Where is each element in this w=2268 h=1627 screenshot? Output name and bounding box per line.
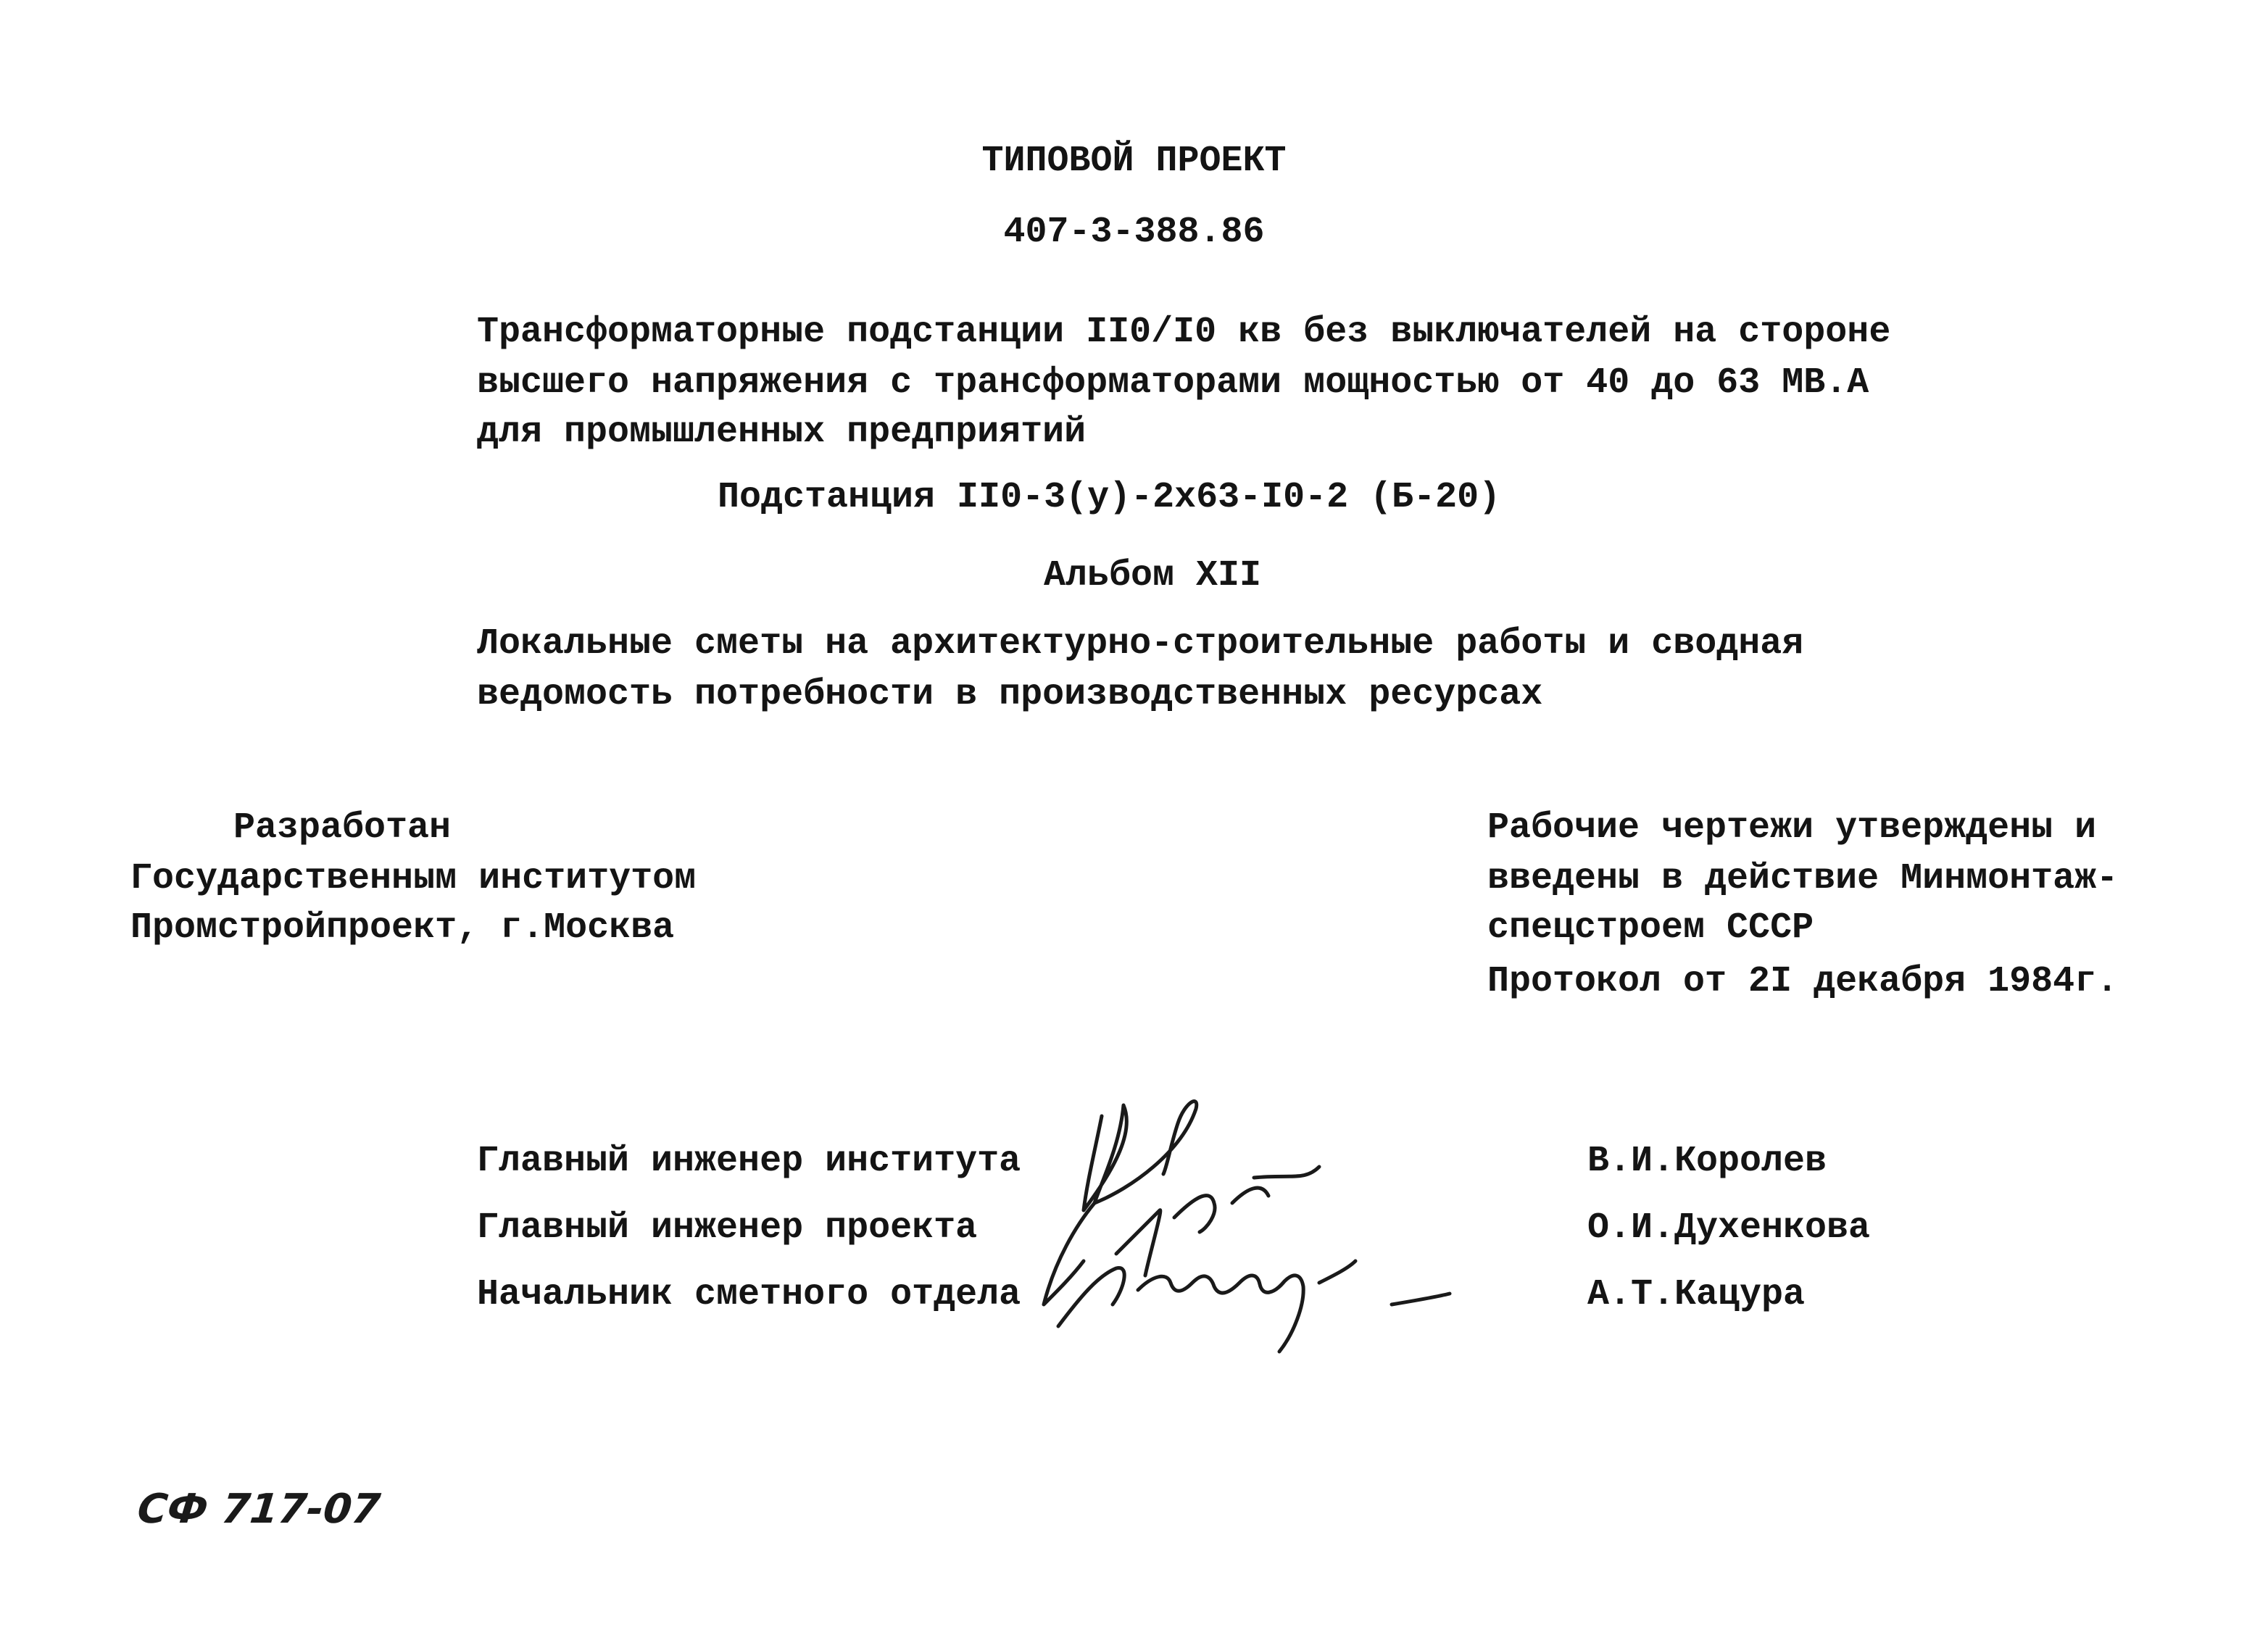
contents-line-1: Локальные сметы на архитектурно-строительные работы и сводная — [477, 623, 1804, 665]
developer-line-3: Промстройпроект, г.Москва — [130, 907, 675, 949]
signatory-position-1: Главный инженер института — [477, 1141, 1021, 1182]
description-line-1: Трансформаторные подстанции II0/I0 кв без выключателей на стороне — [477, 312, 1891, 353]
project-code: 407-3-388.86 — [1003, 212, 1265, 253]
document-title: ТИПОВОЙ ПРОЕКТ — [981, 141, 1287, 182]
description-line-3: для промышленных предприятий — [477, 412, 1087, 453]
handwritten-archive-code: СФ 717-07 — [135, 1486, 383, 1533]
signatory-position-2: Главный инженер проекта — [477, 1207, 978, 1249]
developer-line-2: Государственным институтом — [130, 858, 697, 899]
handwritten-signatures — [1015, 1087, 1479, 1370]
signatory-name-1: В.И.Королев — [1587, 1141, 1827, 1182]
album-number: Альбом XII — [1044, 555, 1262, 596]
signatory-name-2: О.И.Духенкова — [1587, 1207, 1871, 1249]
signatory-position-3: Начальник сметного отдела — [477, 1274, 1021, 1315]
signatory-name-3: А.Т.Кацура — [1587, 1274, 1806, 1315]
description-line-2: высшего напряжения с трансформаторами мощностью от 40 до 63 МВ.А — [477, 362, 1869, 404]
developer-line-1: Разработан — [233, 807, 452, 849]
signature-stroke-2 — [1044, 1167, 1319, 1304]
contents-line-2: ведомость потребности в производственных ресурсах — [477, 674, 1543, 715]
signature-stroke-1 — [1084, 1102, 1197, 1210]
substation-designation: Подстанция II0-3(у)-2х63-I0-2 (Б-20) — [718, 477, 1501, 518]
approval-line-2: введены в действие Минмонтаж- — [1487, 858, 2119, 899]
signature-stroke-3 — [1058, 1261, 1450, 1352]
approval-line-4: Протокол от 2I декабря 1984г. — [1487, 961, 2119, 1002]
approval-line-1: Рабочие чертежи утверждены и — [1487, 807, 2097, 849]
approval-line-3: спецстроем СССР — [1487, 907, 1814, 949]
